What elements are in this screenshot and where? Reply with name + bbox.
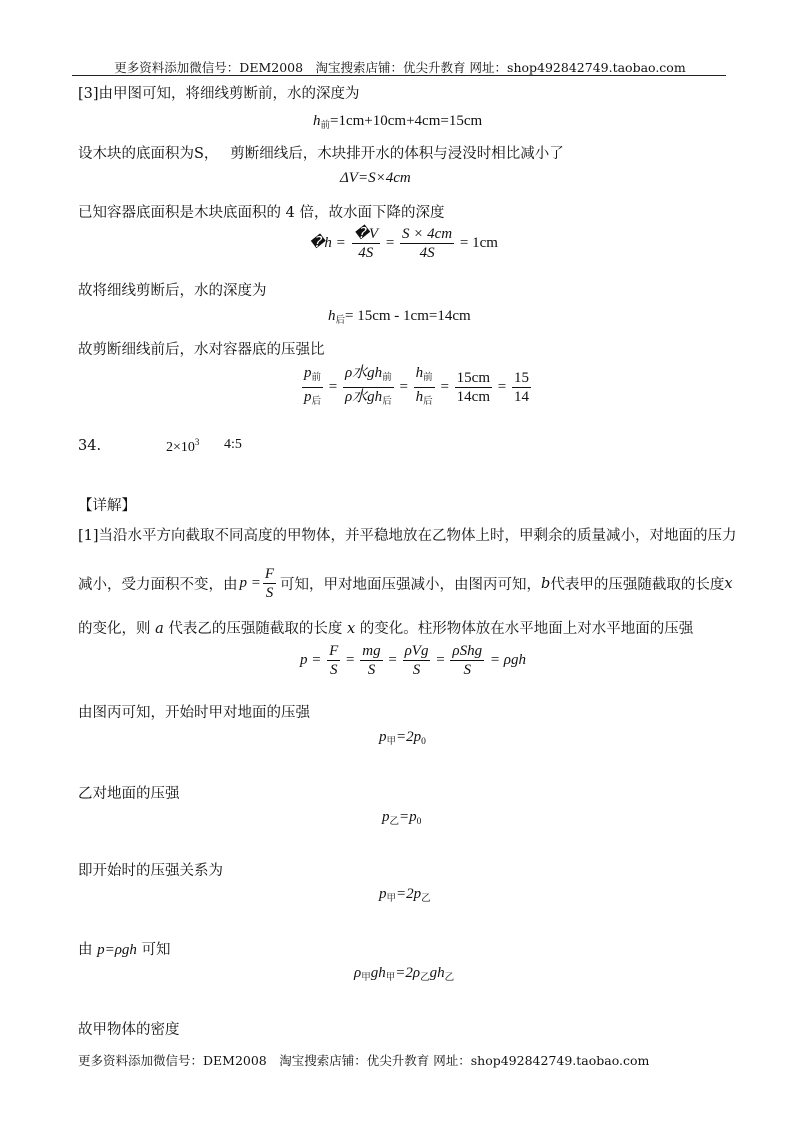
- equation-7: [379, 729, 426, 747]
- eq5-f2-num-sub: 前: [382, 373, 392, 383]
- question-34-answer-1: [166, 437, 199, 456]
- eq8-a-sub: 乙: [389, 817, 400, 827]
- eq10-c-sub: 乙: [420, 973, 430, 983]
- q34-ans1-exponent: 3: [194, 437, 200, 447]
- q34-ans1-base: 2×10: [166, 440, 195, 455]
- paragraph-9-formula: p=ρgh: [97, 942, 137, 958]
- eq2-rhs: =S×4cm: [357, 170, 411, 186]
- header-rule: [72, 75, 726, 76]
- eq5-fraction-2: [343, 365, 394, 410]
- paragraph-9-a: 由: [78, 942, 98, 958]
- eq5-f5-num: 15: [513, 370, 529, 386]
- eq8-b-sub: 0: [416, 817, 422, 827]
- eq6-f4-den: S: [463, 662, 472, 678]
- eq3-f1-num: �V: [353, 226, 379, 242]
- equation-6: p = $\frac{F}{S}$ = $\frac{mg}{S}$ = $\frac{\text{ρVg}}{S}$ = $\frac{\text{ρShg}}{S}$ = ρgh: [300, 643, 526, 678]
- eq6-fraction-2: [360, 643, 382, 678]
- eq10-b: gh: [370, 965, 386, 981]
- eq3-f2-den: 4S: [419, 245, 435, 261]
- eq10-b-sub: 甲: [385, 973, 396, 983]
- eq4-symbol: h: [328, 308, 336, 324]
- eq9-b-sub: 乙: [421, 894, 431, 904]
- eq3-f1-den: 4S: [358, 245, 374, 261]
- eq6-f2-den: S: [367, 662, 376, 678]
- eq1-rhs: =1cm+10cm+4cm=15cm: [330, 113, 483, 129]
- eq5-f3-den-sub: 后: [423, 397, 433, 407]
- eq10-a-sub: 甲: [361, 973, 371, 983]
- equation-10: [354, 965, 454, 983]
- eq8-b: =p: [399, 809, 417, 825]
- equation-9: [379, 886, 431, 904]
- paragraph-10: 故甲物体的密度: [78, 1022, 180, 1038]
- detail-line-3-a: 的变化，则: [78, 621, 156, 637]
- eq6-f3-num: ρVg: [404, 643, 429, 659]
- inline-fraction-den: S: [265, 585, 274, 601]
- question-34-answer-2: 4:5: [224, 437, 242, 452]
- paragraph-4: 故将细线剪断后，水的深度为: [78, 283, 267, 299]
- question-34-number: 34.: [78, 438, 102, 454]
- eq5-f1-den-sub: 后: [311, 397, 322, 407]
- paragraph-3: 已知容器底面积是木块底面积的 4 倍，故水面下降的深度: [78, 205, 445, 221]
- eq4-rhs: = 15cm - 1cm=14cm: [345, 308, 471, 324]
- eq5-f4-den: 14cm: [456, 389, 490, 405]
- eq9-a: p: [379, 886, 387, 902]
- eq7-a-sub: 甲: [386, 737, 397, 747]
- eq5-fraction-1: [302, 365, 323, 410]
- eq7-b-sub: 0: [421, 737, 426, 747]
- eq3-fraction-2: [400, 226, 454, 261]
- detail-line-1: [1]当沿水平方向截取不同高度的甲物体，并平稳地放在乙物体上时，甲剩余的质量减小，对地面的压力: [78, 528, 737, 544]
- paragraph-1: [3]由甲图可知，将细线剪断前，水的深度为: [78, 86, 360, 102]
- eq10-a: ρ: [354, 965, 362, 981]
- eq3-f2-num: S × 4cm: [402, 226, 453, 242]
- paragraph-9: [78, 938, 171, 959]
- equation-3: �h = $\frac{�V}{4S}$ = $\frac{S \times 4cm}{4S}$ = 1cm: [309, 226, 498, 261]
- page-footer: 更多资料添加微信号：DEM2008 淘宝搜索店铺：优尖升教育 网址：shop492842749.taobao.com: [78, 1053, 650, 1068]
- eq5-f1-den: p: [304, 389, 312, 405]
- eq1-symbol: h: [313, 113, 321, 129]
- eq5-f1-num-sub: 前: [311, 373, 322, 383]
- eq6-rhs: = ρgh: [489, 651, 526, 668]
- paragraph-2: 设木块的底面积为S， 剪断细线后，木块排开水的体积与浸没时相比减小了: [78, 146, 564, 162]
- eq9-a-sub: 甲: [386, 894, 397, 904]
- detail-line-3-c: 的变化。柱形物体放在水平地面上对水平地面的压强: [355, 621, 694, 637]
- eq5-f5-den: 14: [513, 389, 529, 405]
- equation-1: [313, 113, 482, 131]
- eq1-subscript: 前: [320, 121, 331, 131]
- eq6-fraction-3: [403, 643, 431, 678]
- eq6-fraction-1: [327, 643, 340, 678]
- eq5-fraction-3: [414, 365, 435, 410]
- eq3-rhs: = 1cm: [459, 234, 498, 251]
- detail-line-2-x-var: x: [724, 575, 733, 592]
- eq7-b: =2p: [396, 729, 422, 745]
- eq5-f2-num: ρ水gh: [344, 365, 383, 381]
- detail-line-2-b-var: b: [541, 575, 551, 592]
- eq5-f2-den: ρ水gh: [344, 389, 383, 405]
- paragraph-5: 故剪断细线前后，水对容器底的压强比: [78, 342, 325, 358]
- eq5-f3-den: h: [415, 389, 424, 405]
- equation-5: $\frac{p_前}{p_后}$ = $\frac{\rho 水gh_前}{\rho 水gh_后}$ = $\frac{h_前}{h_后}$ = $\frac{15cm}{14cm}$ = $\frac{15}{14}$: [300, 365, 533, 410]
- inline-formula-lhs: p =: [239, 574, 261, 591]
- detail-line-3-x-var: x: [346, 621, 356, 637]
- detail-label: 【详解】: [78, 498, 136, 514]
- eq5-f4-num: 15cm: [456, 370, 490, 386]
- detail-line-3-a-var: a: [155, 621, 164, 637]
- eq4-subscript: 后: [335, 316, 346, 326]
- eq2-lhs: ΔV: [340, 170, 358, 186]
- eq6-lhs: p =: [300, 651, 322, 668]
- detail-line-3-b: 代表乙的压强随截取的长度: [163, 621, 347, 637]
- detail-line-2: [78, 566, 733, 601]
- eq5-f3-num: h: [415, 365, 424, 381]
- eq5-f3-num-sub: 前: [423, 373, 433, 383]
- eq6-f1-den: S: [329, 662, 338, 678]
- eq6-f4-num: ρShg: [452, 643, 483, 659]
- detail-line-3: [78, 617, 693, 638]
- eq5-f2-den-sub: 后: [382, 397, 392, 407]
- eq3-fraction-1: [352, 226, 381, 261]
- eq9-b: =2p: [396, 886, 422, 902]
- eq10-d-sub: 乙: [444, 973, 455, 983]
- equation-8: [382, 809, 421, 827]
- detail-line-2-c: 代表甲的压强随截取的长度: [550, 577, 725, 593]
- inline-fraction: [263, 566, 276, 601]
- eq6-f2-num: mg: [362, 643, 381, 659]
- eq6-f3-den: S: [412, 662, 421, 678]
- inline-fraction-num: F: [264, 566, 275, 582]
- eq5-f1-num: p: [304, 365, 312, 381]
- equation-2: [340, 170, 411, 187]
- eq5-fraction-4: [455, 370, 492, 405]
- paragraph-7: 乙对地面的压强: [78, 786, 180, 802]
- paragraph-9-c: 可知: [136, 942, 171, 958]
- page-header: 更多资料添加微信号：DEM2008 淘宝搜索店铺：优尖升教育 网址：shop492842749.taobao.com: [114, 60, 686, 75]
- paragraph-8: 即开始时的压强关系为: [78, 863, 223, 879]
- eq8-a: p: [382, 809, 390, 825]
- equation-4: [328, 308, 471, 326]
- eq10-c: =2ρ: [395, 965, 421, 981]
- eq6-fraction-4: [450, 643, 484, 678]
- eq7-a: p: [379, 729, 387, 745]
- pressure-formula-inline: [240, 566, 279, 601]
- eq3-lhs: �h =: [309, 234, 346, 251]
- eq6-f1-num: F: [329, 643, 339, 659]
- eq5-fraction-5: [512, 370, 531, 405]
- detail-line-2-a: 减小，受力面积不变，由: [78, 577, 238, 593]
- detail-line-2-b: 可知，甲对地面压强减小，由图丙可知，: [280, 577, 542, 593]
- eq10-d: gh: [429, 965, 445, 981]
- paragraph-6: 由图丙可知，开始时甲对地面的压强: [78, 705, 310, 721]
